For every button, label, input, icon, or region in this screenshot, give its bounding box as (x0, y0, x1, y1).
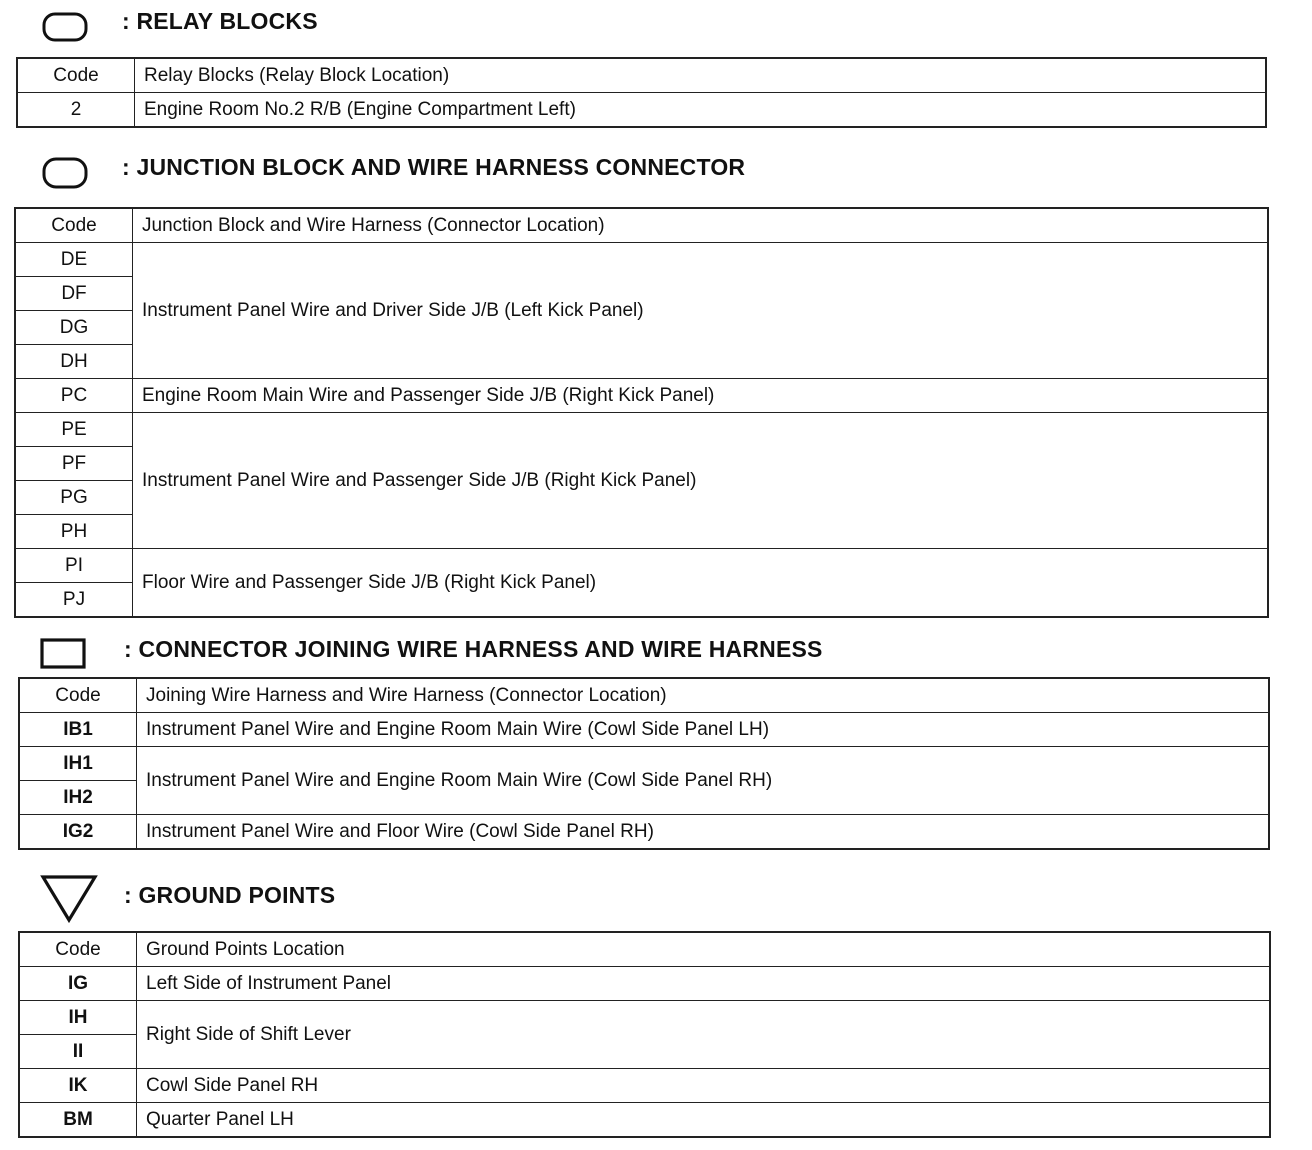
description-cell: Instrument Panel Wire and Driver Side J/B (Left Kick Panel) (133, 243, 1269, 379)
table-row (15, 243, 1268, 277)
code-cell: IH1 (19, 747, 137, 781)
code-cell: IG2 (19, 815, 137, 850)
ground-points-heading (0, 874, 1312, 918)
code-cell: PJ (15, 583, 133, 618)
description-cell: Cowl Side Panel RH (137, 1069, 1271, 1103)
header-code-cell: Code (15, 208, 133, 243)
code-cell: PI (15, 549, 133, 583)
joining-connector-table (18, 677, 1270, 850)
description-cell: Quarter Panel LH (137, 1103, 1271, 1138)
code-cell: DH (15, 345, 133, 379)
table-header-row (19, 678, 1269, 713)
junction-block-heading (0, 156, 1312, 200)
description-cell: Instrument Panel Wire and Passenger Side J/B (Right Kick Panel) (133, 413, 1269, 549)
rounded-rect-icon (42, 11, 88, 43)
description-cell: Right Side of Shift Lever (137, 1001, 1271, 1069)
table-row (19, 1069, 1270, 1103)
table-row (15, 549, 1268, 583)
code-cell: 2 (17, 93, 135, 128)
relay-blocks-heading (0, 10, 1312, 54)
junction-block-title: : JUNCTION BLOCK AND WIRE HARNESS CONNECTOR (122, 154, 746, 180)
header-description-cell: Ground Points Location (137, 932, 1271, 967)
description-cell: Instrument Panel Wire and Engine Room Main Wire (Cowl Side Panel RH) (137, 747, 1270, 815)
code-cell: PG (15, 481, 133, 515)
header-code-cell: Code (19, 678, 137, 713)
table-row (15, 413, 1268, 447)
relay-blocks-title: : RELAY BLOCKS (122, 8, 318, 34)
description-cell: Engine Room Main Wire and Passenger Side J/B (Right Kick Panel) (133, 379, 1269, 413)
code-cell: IH (19, 1001, 137, 1035)
code-cell: PF (15, 447, 133, 481)
ground-points-title: : GROUND POINTS (124, 882, 336, 908)
code-cell: II (19, 1035, 137, 1069)
code-cell: PH (15, 515, 133, 549)
table-header-row (15, 208, 1268, 243)
joining-connector-title: : CONNECTOR JOINING WIRE HARNESS AND WIRE HARNESS (124, 636, 823, 662)
description-cell: Instrument Panel Wire and Floor Wire (Cowl Side Panel RH) (137, 815, 1270, 850)
description-cell: Engine Room No.2 R/B (Engine Compartment Left) (135, 93, 1267, 128)
header-description-cell: Joining Wire Harness and Wire Harness (Connector Location) (137, 678, 1270, 713)
rounded-rect-icon (42, 156, 88, 190)
down-triangle-icon (40, 874, 98, 924)
relay-blocks-table (16, 57, 1267, 128)
description-cell: Left Side of Instrument Panel (137, 967, 1271, 1001)
code-cell: PC (15, 379, 133, 413)
table-row (19, 747, 1269, 781)
code-cell: IK (19, 1069, 137, 1103)
ground-points-table (18, 931, 1271, 1138)
code-cell: IG (19, 967, 137, 1001)
code-cell: PE (15, 413, 133, 447)
code-cell: IH2 (19, 781, 137, 815)
header-code-cell: Code (17, 58, 135, 93)
code-cell: DE (15, 243, 133, 277)
table-header-row (17, 58, 1266, 93)
table-row (17, 93, 1266, 128)
header-description-cell: Junction Block and Wire Harness (Connector Location) (133, 208, 1269, 243)
table-header-row (19, 932, 1270, 967)
junction-block-table (14, 207, 1269, 618)
table-row (15, 379, 1268, 413)
description-cell: Instrument Panel Wire and Engine Room Main Wire (Cowl Side Panel LH) (137, 713, 1270, 747)
header-code-cell: Code (19, 932, 137, 967)
table-row (19, 1001, 1270, 1035)
code-cell: DG (15, 311, 133, 345)
table-row (19, 815, 1269, 850)
description-cell: Floor Wire and Passenger Side J/B (Right Kick Panel) (133, 549, 1269, 618)
header-description-cell: Relay Blocks (Relay Block Location) (135, 58, 1267, 93)
table-row (19, 967, 1270, 1001)
rectangle-icon (40, 638, 86, 670)
code-cell: IB1 (19, 713, 137, 747)
joining-connector-heading (0, 638, 1312, 682)
code-cell: DF (15, 277, 133, 311)
table-row (19, 1103, 1270, 1138)
table-row (19, 713, 1269, 747)
code-cell: BM (19, 1103, 137, 1138)
